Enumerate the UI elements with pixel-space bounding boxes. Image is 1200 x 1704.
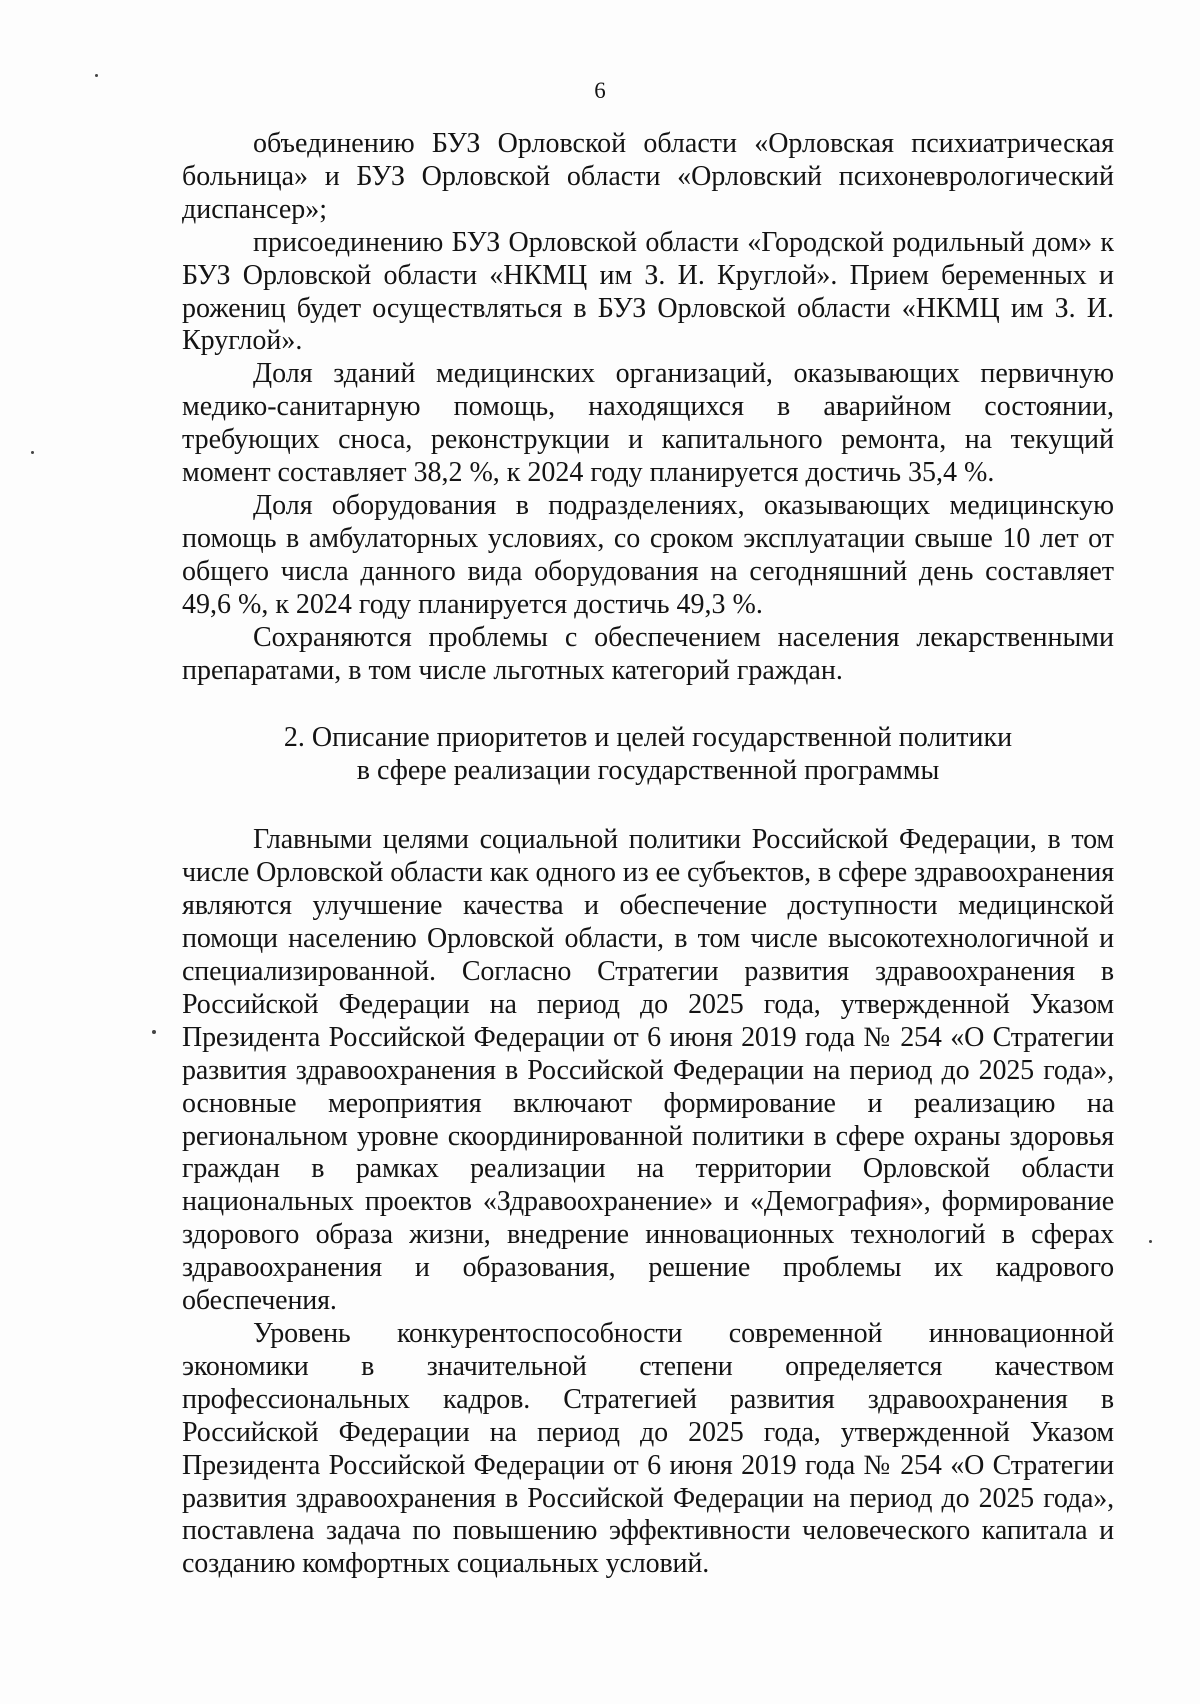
paragraph: Доля оборудования в подразделениях, оказывающих медицинскую помощь в амбулаторных условиях, со сроком эксплуатации свыше 10 лет от общего числа данного вида оборудования на сегодняшний день составляет 49,6 %, к 2024 году планируется достичь 49,3 %. (182, 489, 1114, 620)
section-heading-line: в сфере реализации государственной программы (356, 755, 940, 787)
paragraph: Доля зданий медицинских организаций, оказывающих первичную медико-санитарную помощь, находящихся в аварийном состоянии, требующих сноса, реконструкции и капитального ремонта, на текущий момент составляет 38,2 %, к 2024 году планируется достичь 35,4 %. (182, 358, 1114, 489)
document-body (182, 128, 1114, 1581)
paragraph: Сохраняются проблемы с обеспечением населения лекарственными препаратами, в том числе льготных категорий граждан. (182, 621, 1114, 686)
scan-speck (95, 74, 98, 77)
page-number: 6 (594, 78, 606, 103)
scan-speck (152, 1030, 156, 1034)
paragraph: Уровень конкурентоспособности современной инновационной экономики в значительной степени определяется качеством профессиональных кадров. Стратегией развития здравоохранения в Российской Федерации на период до 2025 года, утвержденной Указом Президента Российской Федерации от 6 июня 2019 года № 254 «О Стратегии развития здравоохранения в Российской Федерации на период до 2025 года», поставлена задача по повышению эффективности человеческого капитала и созданию комфортных социальных условий. (182, 1318, 1114, 1580)
paragraph: присоединению БУЗ Орловской области «Городской родильный дом» к БУЗ Орловской области «НКМЦ им З. И. Круглой». Прием беременных и рожениц будет осуществляться в БУЗ Орловской области «НКМЦ им З. И. Круглой». (182, 226, 1114, 357)
section-heading (182, 721, 1114, 787)
section-heading-line: 2. Описание приоритетов и целей государственной политики (283, 722, 1013, 754)
paragraph: объединению БУЗ Орловской области «Орловская психиатрическая больница» и БУЗ Орловской области «Орловский психоневрологический диспансер»; (182, 128, 1114, 225)
scan-speck (1149, 1240, 1152, 1243)
scan-speck (31, 451, 34, 454)
paragraph: Главными целями социальной политики Российской Федерации, в том числе Орловской области как одного из ее субъектов, в сфере здравоохранения являются улучшение качества и обеспечение доступности медицинской помощи населению Орловской области, в том числе высокотехнологичной и специализированной. Согласно Стратегии развития здравоохранения в Российской Федерации на период до 2025 года, утвержденной Указом Президента Российской Федерации от 6 июня 2019 года № 254 «О Стратегии развития здравоохранения в Российской Федерации на период до 2025 года», основные мероприятия включают формирование и реализацию на региональном уровне скоординированной политики в сфере охраны здоровья граждан в рамках реализации на территории Орловской области национальных проектов «Здравоохранение» и «Демография», формирование здорового образа жизни, внедрение инновационных технологий в сферах здравоохранения и образования, решение проблемы их кадрового обеспечения. (182, 824, 1114, 1317)
